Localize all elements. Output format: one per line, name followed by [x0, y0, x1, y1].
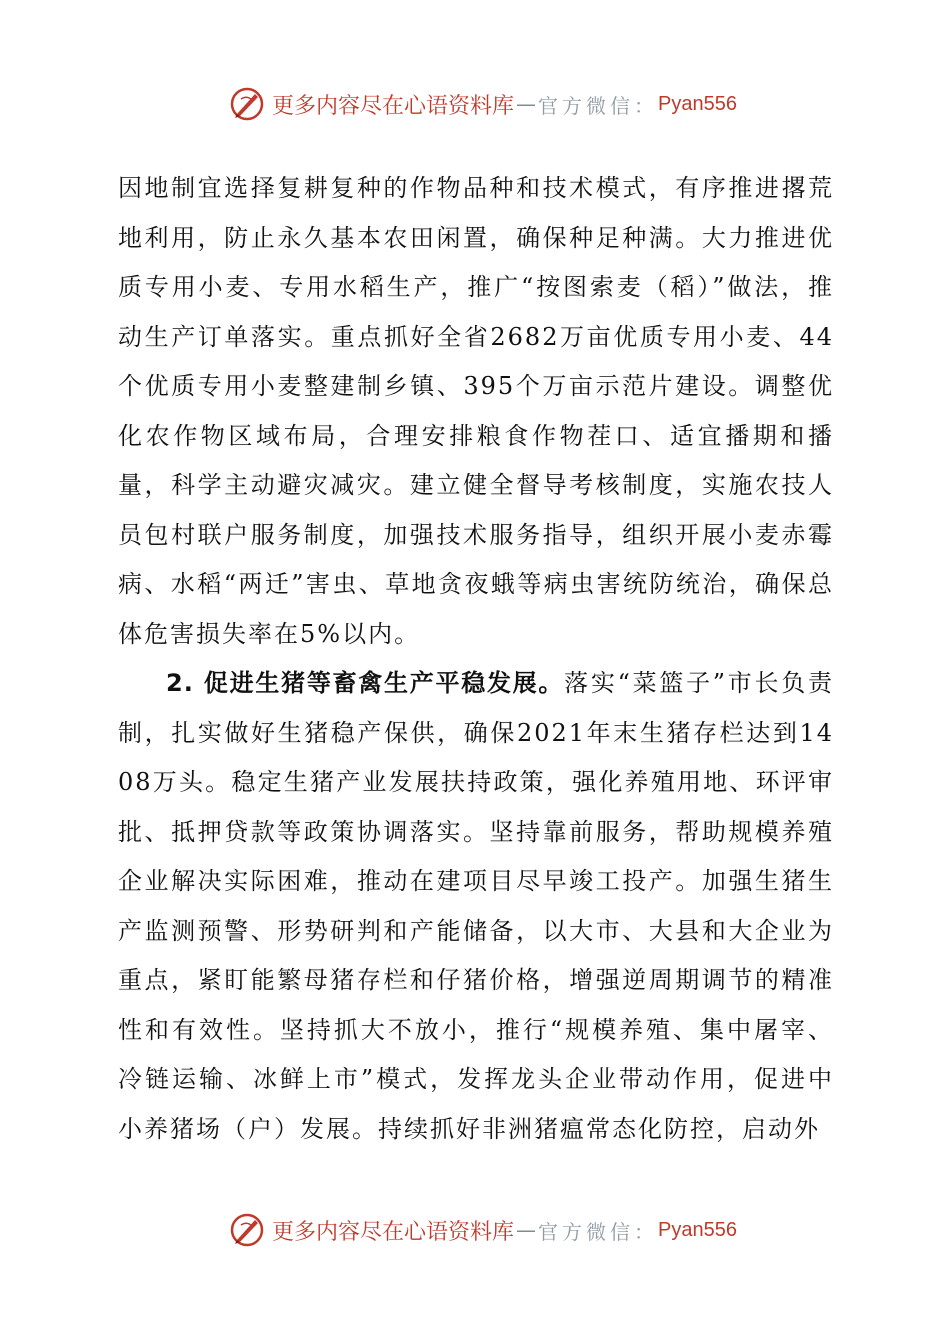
header-dash: —	[516, 92, 537, 116]
footer-dash: —	[516, 1218, 537, 1242]
header-watermark	[228, 84, 737, 124]
pen-logo-icon	[228, 1211, 266, 1249]
footer-wechat-id: Pyan556	[658, 1218, 737, 1241]
footer-brand-text: 更多内容尽在心语资料库	[272, 1219, 515, 1245]
paragraph-1: 因地制宜选择复耕复种的作物品种和技术模式，有序推进撂荒地利用，防止永久基本农田闲置，确保种足种满。大力推进优质专用小麦、专用水稻生产，推广“按图索麦（稻）”做法，推动生产订单落实。重点抓好全省2682万亩优质专用小麦、44个优质专用小麦整建制乡镇、395个万亩示范片建设。调整优化农作物区域布局，合理安排粮食作物茬口、适宜播期和播量，科学主动避灾减灾。建立健全督导考核制度，实施农技人员包村联户服务制度，加强技术服务指导，组织开展小麦赤霉病、水稻“两迁”害虫、草地贪夜蛾等病虫害统防统治，确保总体危害损失率在5%以内。	[118, 174, 834, 648]
section-heading: 2. 促进生猪等畜禽生产平稳发展。	[166, 669, 565, 697]
footer-watermark	[228, 1210, 737, 1250]
header-official-label: 官方微信：	[538, 93, 659, 118]
pen-logo-icon	[228, 85, 266, 123]
document-body	[118, 164, 834, 1154]
paragraph-2-text: 落实“菜篮子”市长负责制，扎实做好生猪稳产保供，确保2021年末生猪存栏达到1408万头。稳定生猪产业发展扶持政策，强化养殖用地、环评审批、抵押贷款等政策协调落实。坚持靠前服务，帮助规模养殖企业解决实际困难，推动在建项目尽早竣工投产。加强生猪生产监测预警、形势研判和产能储备，以大市、大县和大企业为重点，紧盯能繁母猪存栏和仔猪价格，增强逆周期调节的精准性和有效性。坚持抓大不放小，推行“规模养殖、集中屠宰、冷链运输、冰鲜上市”模式，发挥龙头企业带动作用，促进中小养猪场（户）发展。持续抓好非洲猪瘟常态化防控，启动外	[118, 669, 834, 1143]
paragraph-2	[118, 659, 834, 1154]
header-wechat-id: Pyan556	[658, 92, 737, 115]
header-brand-text: 更多内容尽在心语资料库	[272, 93, 515, 119]
footer-official-label: 官方微信：	[538, 1219, 659, 1244]
